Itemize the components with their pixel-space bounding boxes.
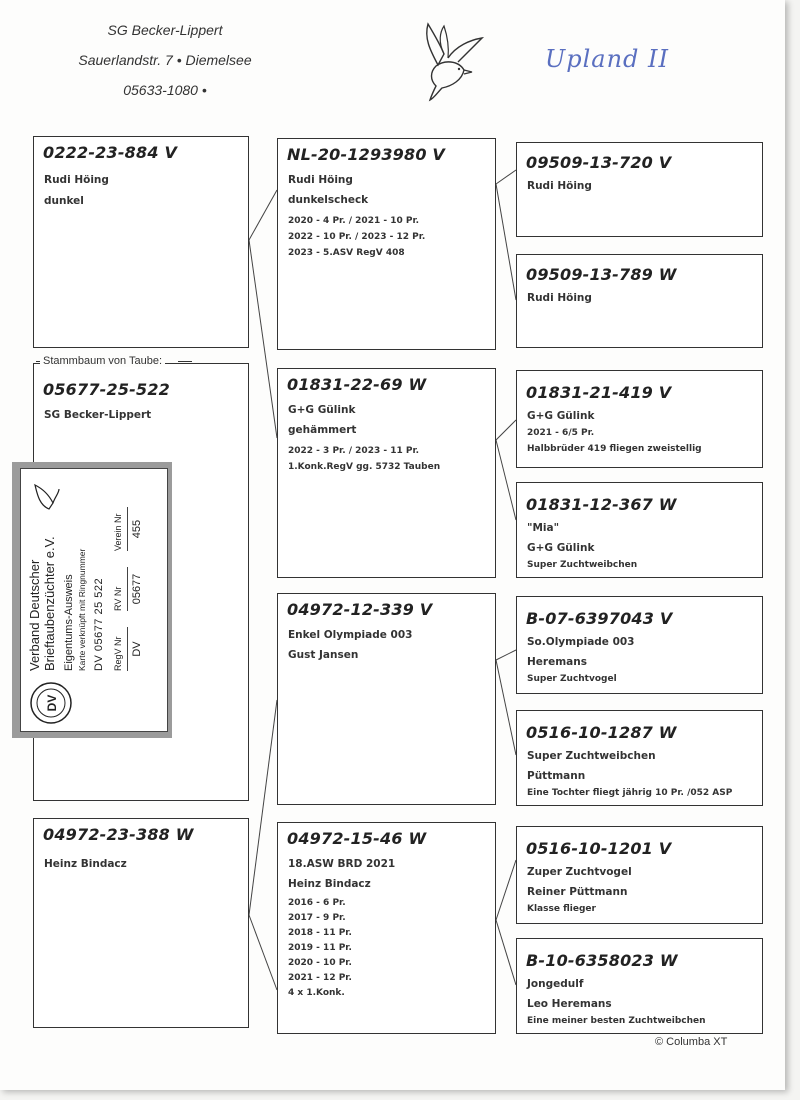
gen2-box xyxy=(277,368,496,578)
gen3-ring: B-07-6397043 V xyxy=(526,609,673,628)
connector-line xyxy=(249,700,277,915)
card-title: Eigentums-Ausweis xyxy=(63,574,75,671)
connector-line xyxy=(496,920,516,985)
connector-line xyxy=(496,440,516,520)
gen3-ring: 09509-13-720 V xyxy=(526,153,672,172)
father-line: Rudi Höing xyxy=(44,174,109,186)
gen3-box xyxy=(516,596,763,694)
ownership-card-inner xyxy=(20,468,168,732)
gen3-box xyxy=(516,710,763,806)
card-org-line: Brieftaubenzüchter e.V. xyxy=(42,536,57,671)
card-col-header: RV Nr xyxy=(113,586,123,611)
gen3-line: G+G Gülink xyxy=(527,410,595,422)
connector-line xyxy=(496,860,516,920)
gen2-line: Gust Jansen xyxy=(288,649,359,661)
gen2-result: 2022 - 10 Pr. / 2023 - 12 Pr. xyxy=(288,232,426,242)
card-col-header: Verein Nr xyxy=(113,513,123,551)
father-ring: 0222-23-884 V xyxy=(43,143,178,162)
gen3-line: 2021 - 6/5 Pr. xyxy=(527,428,595,438)
gen3-ring: 0516-10-1287 W xyxy=(526,723,677,742)
gen3-line: Super Zuchtweibchen xyxy=(527,560,638,570)
connector-line xyxy=(249,240,277,438)
section-rule xyxy=(178,361,192,362)
gen3-line: Klasse flieger xyxy=(527,904,596,914)
gen3-line: Eine meiner besten Zuchtweibchen xyxy=(527,1016,706,1026)
card-col-header: RegV Nr xyxy=(113,636,123,671)
connector-line xyxy=(496,170,516,184)
breeder-phone: 05633-1080 • xyxy=(123,82,207,98)
gen3-line: Super Zuchtweibchen xyxy=(527,750,656,762)
card-col-rule xyxy=(127,627,128,671)
dv-logo-icon xyxy=(29,681,73,725)
connector-line xyxy=(496,660,516,755)
card-ring-number: DV 05677 25 522 xyxy=(93,577,105,671)
gen3-ring: 0516-10-1201 V xyxy=(526,839,672,858)
ownership-card-content xyxy=(21,469,167,731)
father-line: dunkel xyxy=(44,195,84,207)
gen2-ring: NL-20-1293980 V xyxy=(287,145,446,164)
gen3-line: Rudi Höing xyxy=(527,180,592,192)
gen3-line: Leo Heremans xyxy=(527,998,612,1010)
gen3-line: Halbbrüder 419 fliegen zweistellig xyxy=(527,444,702,454)
card-col-value: 05677 xyxy=(131,573,143,605)
gen3-line: "Mia" xyxy=(527,522,560,534)
gen3-box xyxy=(516,254,763,348)
gen3-box xyxy=(516,482,763,578)
mother-box xyxy=(33,818,249,1028)
gen3-line: Püttmann xyxy=(527,770,586,782)
footer-credit: © Columba XT xyxy=(655,1036,728,1048)
gen2-ring: 01831-22-69 W xyxy=(287,375,427,394)
gen2-box xyxy=(277,138,496,350)
gen2-line: dunkelscheck xyxy=(288,194,369,206)
gen2-result: 4 x 1.Konk. xyxy=(288,988,345,998)
gen3-line: Super Zuchtvogel xyxy=(527,674,617,684)
subject-ring: 05677-25-522 xyxy=(43,380,171,399)
card-col-rule xyxy=(127,507,128,551)
gen2-line: Enkel Olympiade 003 xyxy=(288,629,413,641)
mother-line: Heinz Bindacz xyxy=(44,858,127,870)
gen2-result: 2019 - 11 Pr. xyxy=(288,943,352,953)
card-col-value: 455 xyxy=(131,519,143,539)
gen3-ring: 09509-13-789 W xyxy=(526,265,677,284)
gen3-ring: B-10-6358023 W xyxy=(526,951,678,970)
gen3-box xyxy=(516,370,763,468)
gen2-result: 2016 - 6 Pr. xyxy=(288,898,346,908)
card-org xyxy=(27,481,57,671)
connector-line xyxy=(249,190,277,240)
card-col-value: DV xyxy=(131,641,143,657)
gen3-box xyxy=(516,142,763,237)
stammbaum-label: Stammbaum von Taube: xyxy=(40,355,165,367)
gen2-box xyxy=(277,822,496,1034)
gen2-line: G+G Gülink xyxy=(288,404,356,416)
gen2-result: 2020 - 4 Pr. / 2021 - 10 Pr. xyxy=(288,216,420,226)
gen2-result: 1.Konk.RegV gg. 5732 Tauben xyxy=(288,462,441,472)
gen2-result: 2018 - 11 Pr. xyxy=(288,928,352,938)
gen2-box xyxy=(277,593,496,805)
card-col-rule xyxy=(127,567,128,611)
gen2-result: 2020 - 10 Pr. xyxy=(288,958,352,968)
dv-logo-text: DV xyxy=(45,694,59,712)
father-box xyxy=(33,136,249,348)
gen3-box xyxy=(516,826,763,924)
ownership-card xyxy=(12,462,172,738)
gen3-line: G+G Gülink xyxy=(527,542,595,554)
connector-line xyxy=(496,184,516,300)
gen3-line: Reiner Püttmann xyxy=(527,886,628,898)
gen2-ring: 04972-12-339 V xyxy=(287,600,433,619)
card-subtitle: Karte verknüpft mit Ringnummer xyxy=(77,548,87,671)
gen2-line: Heinz Bindacz xyxy=(288,878,371,890)
gen2-result: 2023 - 5.ASV RegV 408 xyxy=(288,248,405,258)
breeder-address: Sauerlandstr. 7 • Diemelsee xyxy=(78,52,252,68)
gen3-ring: 01831-12-367 W xyxy=(526,495,677,514)
gen3-line: Heremans xyxy=(527,656,587,668)
gen3-line: Jongedulf xyxy=(527,978,584,990)
gen2-result: 2017 - 9 Pr. xyxy=(288,913,346,923)
gen2-result: 2021 - 12 Pr. xyxy=(288,973,352,983)
mother-ring: 04972-23-388 W xyxy=(43,825,194,844)
gen2-line: Rudi Höing xyxy=(288,174,353,186)
gen3-line: Eine Tochter fliegt jährig 10 Pr. /052 ASP xyxy=(527,788,733,798)
card-org-line: Verband Deutscher xyxy=(27,559,42,671)
gen3-line: Rudi Höing xyxy=(527,292,592,304)
gen3-line: Zuper Zuchtvogel xyxy=(527,866,632,878)
gen2-ring: 04972-15-46 W xyxy=(287,829,427,848)
gen2-line: 18.ASW BRD 2021 xyxy=(288,858,396,870)
gen2-result: 2022 - 3 Pr. / 2023 - 11 Pr. xyxy=(288,446,420,456)
gen3-box xyxy=(516,938,763,1034)
gen3-ring: 01831-21-419 V xyxy=(526,383,672,402)
gen3-line: So.Olympiade 003 xyxy=(527,636,635,648)
gen2-line: gehämmert xyxy=(288,424,357,436)
handwritten-note: Upland II xyxy=(545,45,669,73)
connector-line xyxy=(249,915,277,990)
connector-line xyxy=(496,650,516,660)
connector-line xyxy=(496,420,516,440)
subject-line: SG Becker-Lippert xyxy=(44,409,152,421)
breeder-name: SG Becker-Lippert xyxy=(107,22,223,38)
